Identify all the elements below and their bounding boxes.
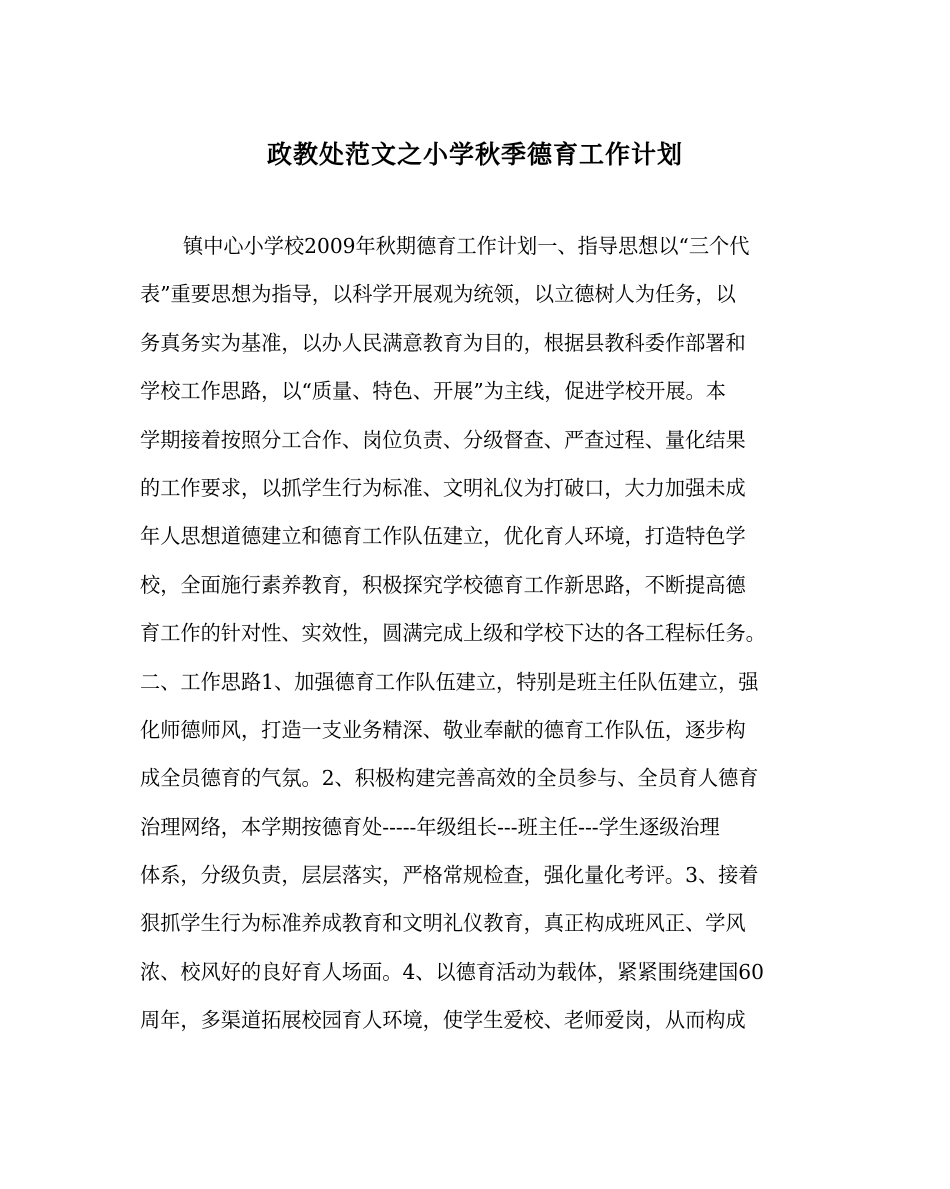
body-line: 年人思想道德建立和德育工作队伍建立，优化育人环境，打造特色学 [140, 524, 746, 549]
body-line: 镇中心小学校2009年秋期德育工作计划一、指导思想以“三个代 [183, 234, 750, 258]
body-line: 育工作的针对性、实效性，圆满完成上级和学校下达的各工程标任务。 [140, 621, 766, 646]
body-line: 表”重要思想为指导，以科学开展观为统领，以立德树人为任务，以 [140, 282, 736, 307]
body-line: 务真务实为基准，以办人民满意教育为目的，根据县教科委作部署和 [140, 330, 746, 355]
body-line: 体系，分级负责，层层落实，严格常规检查，强化量化考评。3、接着 [140, 863, 759, 888]
body-line: 成全员德育的气氛。2、积极构建完善高效的全员参与、全员育人德育 [140, 766, 759, 791]
body-line: 学校工作思路，以“质量、特色、开展”为主线，促进学校开展。本 [140, 379, 726, 404]
body-line: 学期接着按照分工合作、岗位负责、分级督查、严查过程、量化结果 [140, 427, 746, 452]
body-line: 校，全面施行素养教育，积极探究学校德育工作新思路，不断提高德 [140, 572, 746, 597]
body-line: 治理网络，本学期按德育处-----年级组长---班主任---学生逐级治理 [140, 814, 720, 839]
body-line: 周年，多渠道拓展校园育人环境，使学生爱校、老师爱岗，从而构成 [140, 1008, 746, 1033]
document-title: 政教处范文之小学秋季德育工作计划 [266, 140, 683, 169]
body-line: 二、工作思路1、加强德育工作队伍建立，特别是班主任队伍建立，强 [140, 669, 759, 694]
document-body [140, 222, 810, 1045]
body-line: 化师德师风，打造一支业务精深、敬业奉献的德育工作队伍，逐步构 [140, 717, 746, 742]
body-line: 的工作要求，以抓学生行为标准、文明礼仪为打破口，大力加强未成 [140, 475, 746, 500]
body-line: 狠抓学生行为标准养成教育和文明礼仪教育，真正构成班风正、学风 [140, 911, 746, 936]
body-line: 浓、校风好的良好育人场面。4、以德育活动为载体，紧紧围绕建国60 [140, 959, 764, 984]
